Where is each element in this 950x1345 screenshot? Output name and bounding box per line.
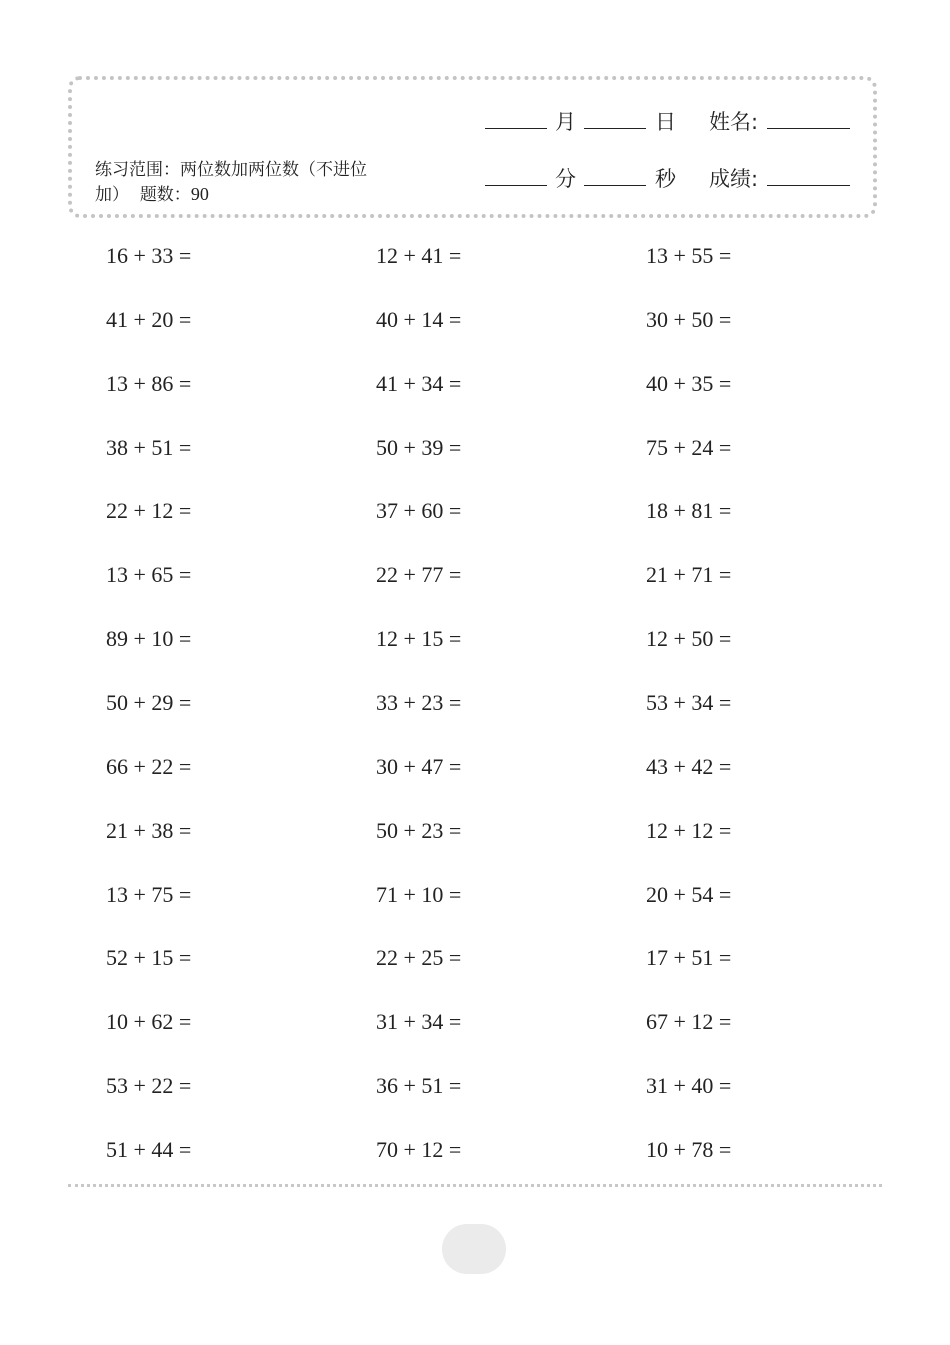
problem-item: 13 + 65 = (106, 562, 192, 588)
problem-item: 40 + 14 = (376, 306, 462, 332)
problem-item: 53 + 34 = (646, 689, 732, 715)
problem-item: 10 + 78 = (646, 1136, 732, 1162)
problem-item: 18 + 81 = (646, 498, 732, 524)
month-label: 月 (555, 110, 576, 134)
problem-item: 13 + 86 = (106, 370, 192, 396)
second-blank[interactable] (584, 185, 646, 186)
month-blank[interactable] (485, 128, 547, 129)
problem-item: 66 + 22 = (106, 753, 192, 779)
problem-item: 36 + 51 = (376, 1073, 462, 1099)
problem-item: 30 + 47 = (376, 753, 462, 779)
day-blank[interactable] (584, 128, 646, 129)
problem-item: 37 + 60 = (376, 498, 462, 524)
problem-item: 21 + 71 = (646, 562, 732, 588)
problem-item: 16 + 33 = (106, 243, 192, 268)
problem-item: 30 + 50 = (646, 306, 732, 332)
problem-item: 50 + 23 = (376, 817, 462, 843)
problem-item: 21 + 38 = (106, 817, 192, 843)
problem-item: 40 + 35 = (646, 370, 732, 396)
day-label: 日 (655, 110, 676, 134)
problem-item: 41 + 20 = (106, 306, 192, 332)
question-count-label: 题数： (139, 185, 191, 205)
minute-blank[interactable] (485, 185, 547, 186)
problem-item: 22 + 25 = (376, 945, 462, 971)
problem-item: 20 + 54 = (646, 881, 732, 907)
problem-item: 33 + 23 = (376, 689, 462, 715)
problem-item: 38 + 51 = (106, 434, 192, 460)
problem-item: 12 + 12 = (646, 817, 732, 843)
score-blank[interactable] (767, 185, 850, 186)
problem-item: 51 + 44 = (106, 1136, 192, 1162)
problem-item: 53 + 22 = (106, 1073, 192, 1099)
problem-item: 71 + 10 = (376, 881, 462, 907)
practice-range-label: 练习范围：两位数加两位数（不进位加） (95, 160, 367, 205)
problem-item: 31 + 34 = (376, 1009, 462, 1035)
problem-item: 12 + 15 = (376, 626, 462, 652)
problem-item: 17 + 51 = (646, 945, 732, 971)
bottom-divider (68, 1184, 882, 1187)
name-label: 姓名: (709, 110, 759, 134)
problem-item: 12 + 41 = (376, 243, 462, 268)
problem-item: 22 + 12 = (106, 498, 192, 524)
problem-item: 13 + 75 = (106, 881, 192, 907)
minute-label: 分 (555, 167, 576, 191)
problem-item: 13 + 55 = (646, 243, 732, 268)
name-blank[interactable] (767, 128, 850, 129)
practice-range-text (95, 158, 385, 207)
problem-item: 70 + 12 = (376, 1136, 462, 1162)
problem-item: 43 + 42 = (646, 753, 732, 779)
score-label: 成绩: (709, 167, 759, 191)
problem-item: 31 + 40 = (646, 1073, 732, 1099)
problem-item: 67 + 12 = (646, 1009, 732, 1035)
second-label: 秒 (655, 167, 676, 191)
problem-item: 22 + 77 = (376, 562, 462, 588)
problem-item: 50 + 29 = (106, 689, 192, 715)
problem-item: 75 + 24 = (646, 434, 732, 460)
problem-item: 41 + 34 = (376, 370, 462, 396)
problem-item: 10 + 62 = (106, 1009, 192, 1035)
problem-item: 12 + 50 = (646, 626, 732, 652)
problem-item: 89 + 10 = (106, 626, 192, 652)
problem-item: 50 + 39 = (376, 434, 462, 460)
page-number-pill (442, 1224, 506, 1274)
question-count-value: 90 (190, 184, 209, 204)
problem-item: 52 + 15 = (106, 945, 192, 971)
